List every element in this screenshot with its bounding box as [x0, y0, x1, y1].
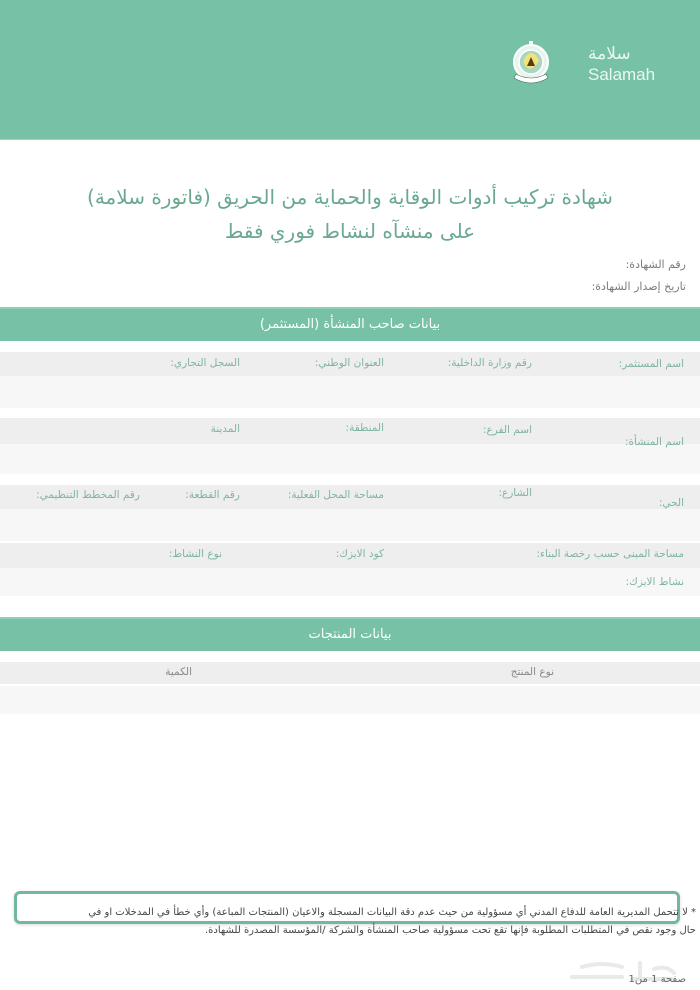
street-label: الشارع:	[498, 487, 532, 499]
region-label: المنطقة:	[345, 422, 384, 434]
disclaimer-text	[0, 904, 700, 940]
title-line-2: على منشآه لنشاط فوري فقط	[224, 219, 476, 243]
moi-number-label: رقم وزارة الداخلية:	[447, 357, 532, 369]
products-table-header	[0, 662, 700, 684]
isic-code-label: كود الايزك:	[335, 548, 384, 560]
city-label: المدينة	[210, 423, 240, 435]
district-label: الحي:	[658, 497, 684, 509]
civil-defense-emblem-icon	[508, 38, 554, 88]
page-number: صفحة 1 من1	[628, 974, 686, 985]
owner-row-3-values	[0, 509, 700, 541]
commercial-register-label: السجل التجاري:	[170, 357, 240, 369]
activity-type-label: نوع النشاط:	[168, 548, 222, 560]
header-band	[0, 0, 700, 140]
owner-section-heading: بيانات صاحب المنشأة (المستثمر)	[0, 307, 700, 341]
plot-number-label: رقم القطعة:	[185, 489, 240, 501]
title-line-1: شهادة تركيب أدوات الوقاية والحماية من الحريق (فاتورة سلامة)	[87, 185, 613, 209]
page-title	[0, 180, 700, 248]
products-table-empty-row	[0, 686, 700, 714]
building-area-permit-label: مساحة المبنى حسب رخصة البناء:	[536, 548, 684, 560]
actual-shop-area-label: مساحة المحل الفعلية:	[287, 489, 384, 501]
product-type-column-header: نوع المنتج	[510, 666, 554, 678]
owner-row-2-values	[0, 444, 700, 474]
products-section-heading: بيانات المنتجات	[0, 617, 700, 651]
brand-name-english: Salamah	[588, 65, 656, 84]
certificate-issue-date-label: تاريخ إصدار الشهادة:	[591, 280, 686, 293]
brand-name-arabic: سلامة	[588, 44, 631, 64]
zoning-plan-number-label: رقم المخطط التنظيمي:	[36, 489, 140, 501]
investor-name-label: اسم المستثمر:	[618, 358, 684, 370]
national-address-label: العنوان الوطني:	[314, 357, 384, 369]
branch-name-label: اسم الفرع:	[482, 424, 532, 436]
brand	[588, 44, 655, 86]
quantity-column-header: الكمية	[165, 666, 192, 678]
owner-row-4-values	[0, 568, 700, 596]
certificate-number-label: رقم الشهادة:	[625, 258, 686, 271]
disclaimer-line-1: * لا تتحمل المديرية العامة للدفاع المدني أي مسؤولية من حيث عدم دقة البيانات المسجلة والاعيان (المنتجات المباعة) وأي خطأ في المدخلات او في	[88, 907, 696, 918]
isic-activity-label: نشاط الايزك:	[625, 576, 684, 588]
disclaimer-line-2: حال وجود نقص في المتطلبات المطلوبة فإنها تقع تحت مسؤولية صاحب المنشأة والشركة /المؤسسة المصدرة للشهادة.	[204, 925, 696, 936]
facility-name-label: اسم المنشأة:	[624, 436, 684, 448]
owner-row-1-values	[0, 376, 700, 408]
